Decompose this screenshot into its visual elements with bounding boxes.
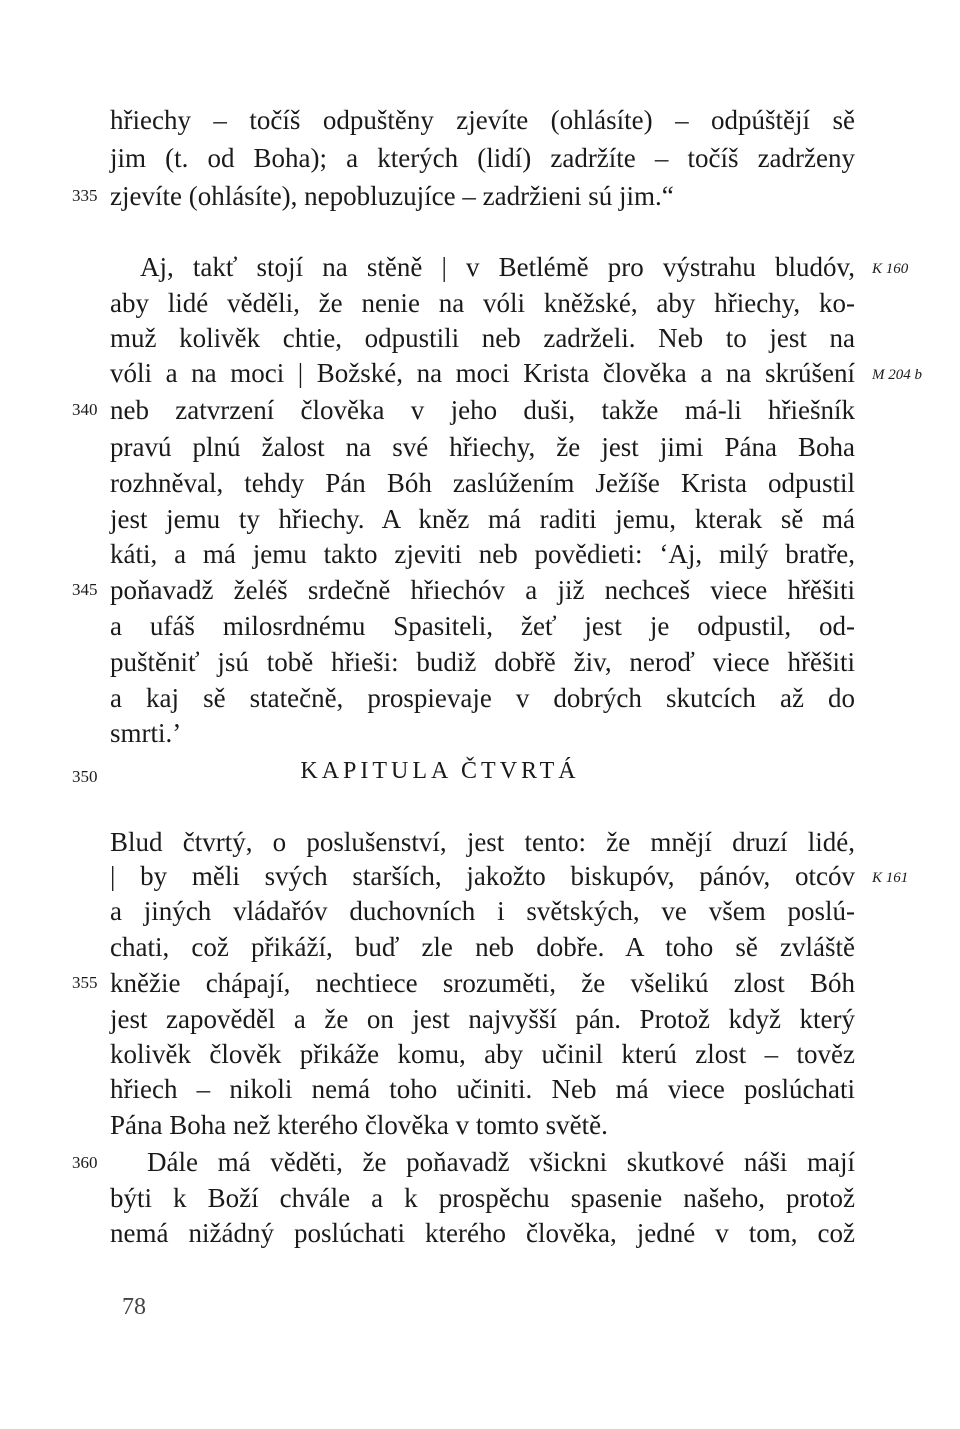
margin-ref: M 204 b	[872, 367, 922, 383]
line-26: Pána Boha než kterého člověka v tomto světě.	[110, 1110, 608, 1140]
line-10: rozhněval, tehdy Pán Bóh zaslúžením Ježíše Krista odpustil	[110, 468, 855, 498]
margin-ref: K 160	[872, 261, 909, 277]
page-number: 78	[122, 1294, 146, 1320]
line-20: a jiných vládařóv duchovních i světských, ve všem poslú-	[110, 896, 855, 926]
line-15: puštěniť jsú tobě hřieši: budiž dobřě živ, neroď viece hřěšiti	[110, 647, 855, 677]
line-8: neb zatvrzení člověka v jeho duši, takže má-li hřiešník	[110, 395, 855, 425]
line-number: 350	[72, 767, 98, 786]
line-7: vóli a na moci | Božské, na moci Krista člověka a na skrúšení	[110, 358, 855, 388]
line-13: poňavadž želéš srdečně hřiechóv a již nechceš viece hřěšiti	[110, 575, 855, 605]
line-9: pravú plnú žalost na své hřiechy, že jest jimi Pána Boha	[110, 432, 855, 462]
line-11: jest jemu ty hřiechy. A kněz má raditi jemu, kterak sě má	[110, 504, 855, 534]
line-28: býti k Boží chvále a k prospěchu spasenie našeho, protož	[110, 1183, 855, 1213]
line-29: nemá nižádný poslúchati kterého člověka, jedné v tom, což	[110, 1218, 855, 1248]
line-4: Aj, takť stojí na stěně | v Betlémě pro výstrahu bludóv,	[140, 252, 855, 282]
line-27: Dále má věděti, že poňavadž všickni skutkové náši mají	[147, 1147, 855, 1177]
line-number: 340	[72, 400, 98, 419]
line-19: | by měli svých starších, jakožto biskupóv, pánóv, otcóv	[110, 861, 855, 891]
margin-ref: K 161	[872, 870, 909, 886]
chapter-title: KAPITULA ČTVRTÁ	[300, 758, 580, 784]
line-16: a kaj sě statečně, prospievaje v dobrých skutcích až do	[110, 683, 855, 713]
line-5: aby lidé věděli, že nenie na vóli kněžské, aby hřiechy, ko-	[110, 288, 855, 318]
line-22: kněžie chápají, nechtiece srozuměti, že všelikú zlost Bóh	[110, 968, 855, 998]
line-6: muž kolivěk chtie, odpustili neb zadrželi. Neb to jest na	[110, 323, 855, 353]
line-18: Blud čtvrtý, o poslušenství, jest tento: že mnějí druzí lidé,	[110, 827, 855, 857]
line-1: hřiechy – točíš odpuštěny zjevíte (ohlásíte) – odpúštějí sě	[110, 105, 855, 135]
line-2: jim (t. od Boha); a kterých (lidí) zadržíte – točíš zadrženy	[110, 143, 855, 173]
line-number: 355	[72, 973, 98, 992]
line-number: 345	[72, 580, 98, 599]
line-24: kolivěk člověk přikáže komu, aby učinil kterú zlost – tověz	[110, 1039, 855, 1069]
line-3: zjevíte (ohlásíte), nepobluzujíce – zadržieni sú jim.“	[110, 181, 674, 211]
line-21: chati, což přikáží, buď zle neb dobře. A toho sě zvláště	[110, 932, 855, 962]
line-14: a ufáš milosrdnému Spasiteli, žeť jest je odpustil, od-	[110, 611, 855, 641]
line-number: 335	[72, 186, 98, 205]
line-23: jest zapověděl a že on jest najvyšší pán. Protož když který	[110, 1004, 855, 1034]
line-12: káti, a má jemu takto zjeviti neb povědieti: ‘Aj, milý bratře,	[110, 539, 855, 569]
line-number: 360	[72, 1153, 98, 1172]
line-17: smrti.’	[110, 718, 182, 748]
line-25: hřiech – nikoli nemá toho učiniti. Neb má viece poslúchati	[110, 1074, 855, 1104]
